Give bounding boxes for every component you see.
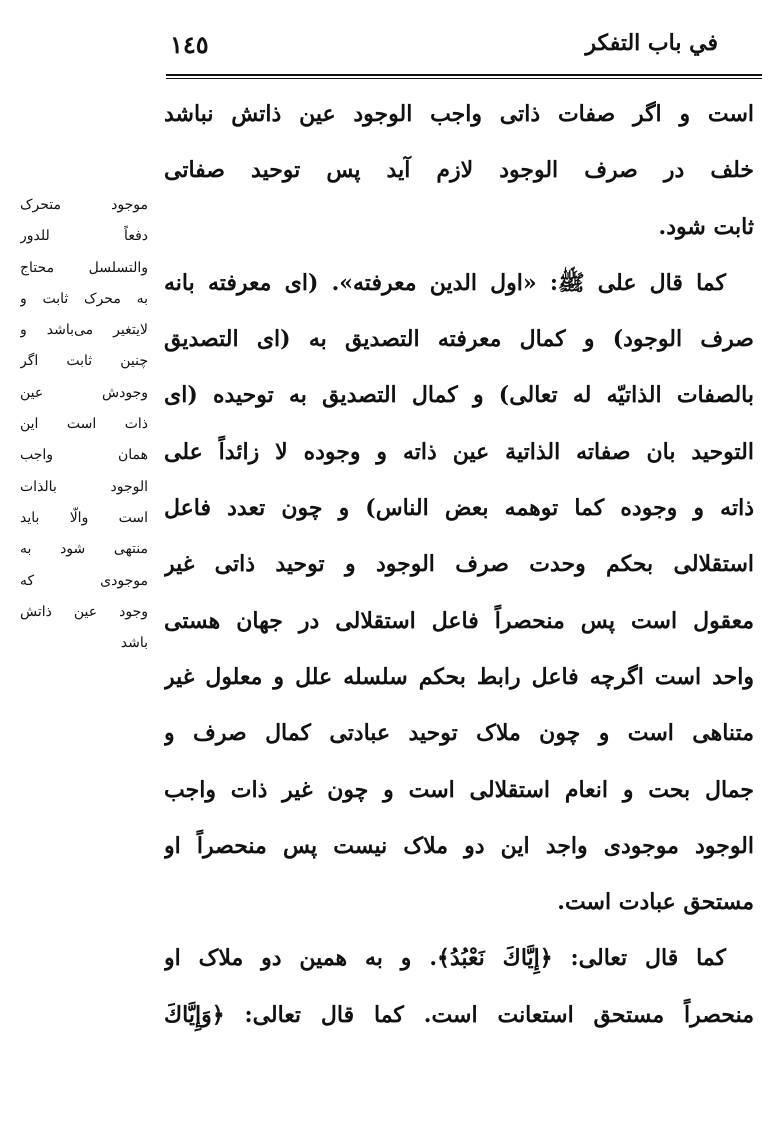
text-line: معقول است پس منحصراً فاعل استقلالی در جهان هستی: [164, 607, 754, 634]
header-rule: [166, 74, 762, 76]
text-line: خلف در صرف الوجود لازم آید پس توحید صفاتی: [164, 157, 754, 184]
text-line: استقلالی بحکم وحدت صرف الوجود و توحید ذاتی غیر: [164, 551, 754, 578]
running-header-title: في باب التفكر: [585, 30, 718, 56]
text-line: متناهی است و چون ملاک توحید عبادتی کمال صرف و: [164, 720, 754, 747]
text-line: کما قال تعالی: ﴿إِيَّاكَ نَعْبُدُ﴾. و به همین دو ملاک او: [164, 945, 726, 972]
text-line: ثابت شود.: [658, 213, 754, 240]
margin-note-line: والتسلسل محتاج: [20, 259, 148, 276]
page-number: ١٤٥: [170, 30, 209, 59]
header-rule-thin: [166, 78, 762, 79]
text-line: است و اگر صفات ذاتی واجب الوجود عین ذاتش نباشد: [164, 101, 754, 127]
margin-note-line: لایتغیر می‌باشد و: [20, 322, 148, 339]
margin-note-line: به محرک ثابت و: [20, 290, 148, 307]
margin-note-line: همان واجب: [20, 447, 148, 464]
margin-note: [20, 190, 148, 659]
margin-note-line: موجودی که: [20, 572, 148, 589]
text-line: مستحق عبادت است.: [557, 889, 754, 916]
text-line: ذاته و وجوده کما توهمه بعض الناس) و چون تعدد فاعل: [164, 495, 754, 522]
margin-note-line: است والّا باید: [20, 509, 148, 526]
text-line: صرف الوجود) و کمال معرفته التصدیق به (ای التصدیق: [164, 326, 754, 353]
margin-note-line: موجود متحرک: [20, 197, 148, 213]
margin-note-line: وجود عین ذاتش: [20, 603, 148, 620]
text-line: بالصفات الذاتیّه له تعالی) و کمال التصدیق به توحیده (ای: [164, 382, 754, 409]
margin-note-line: چنین ثابت اگر: [20, 353, 148, 370]
margin-note-line: ذات است این: [20, 416, 148, 433]
margin-note-line: وجودش عین: [20, 384, 148, 401]
text-line: کما قال علی ﷺ: «اول الدین معرفته». (ای معرفته بانه: [164, 269, 726, 296]
text-line: التوحید بان صفاته الذاتیة عین ذاته و وجوده لا زائداً علی: [164, 438, 754, 465]
text-line: جمال بحت و انعام استقلالی است و چون غیر ذات واجب: [164, 776, 754, 803]
margin-note-line: الوجود بالذات: [20, 478, 148, 495]
main-text-body: [164, 86, 754, 1043]
text-line: واحد است اگرچه فاعل رابط بحکم سلسله علل و معلول غیر: [164, 663, 754, 690]
text-line: الوجود موجودی واجد این دو ملاک نیست پس منحصراً او: [164, 832, 754, 859]
margin-note-line: دفعاً للدور: [20, 228, 148, 245]
text-line: منحصراً مستحق استعانت است. کما قال تعالی: ﴿وَإِيَّاكَ: [164, 1001, 754, 1028]
margin-note-line: باشد: [120, 635, 148, 652]
margin-note-line: منتهی شود به: [20, 541, 148, 558]
